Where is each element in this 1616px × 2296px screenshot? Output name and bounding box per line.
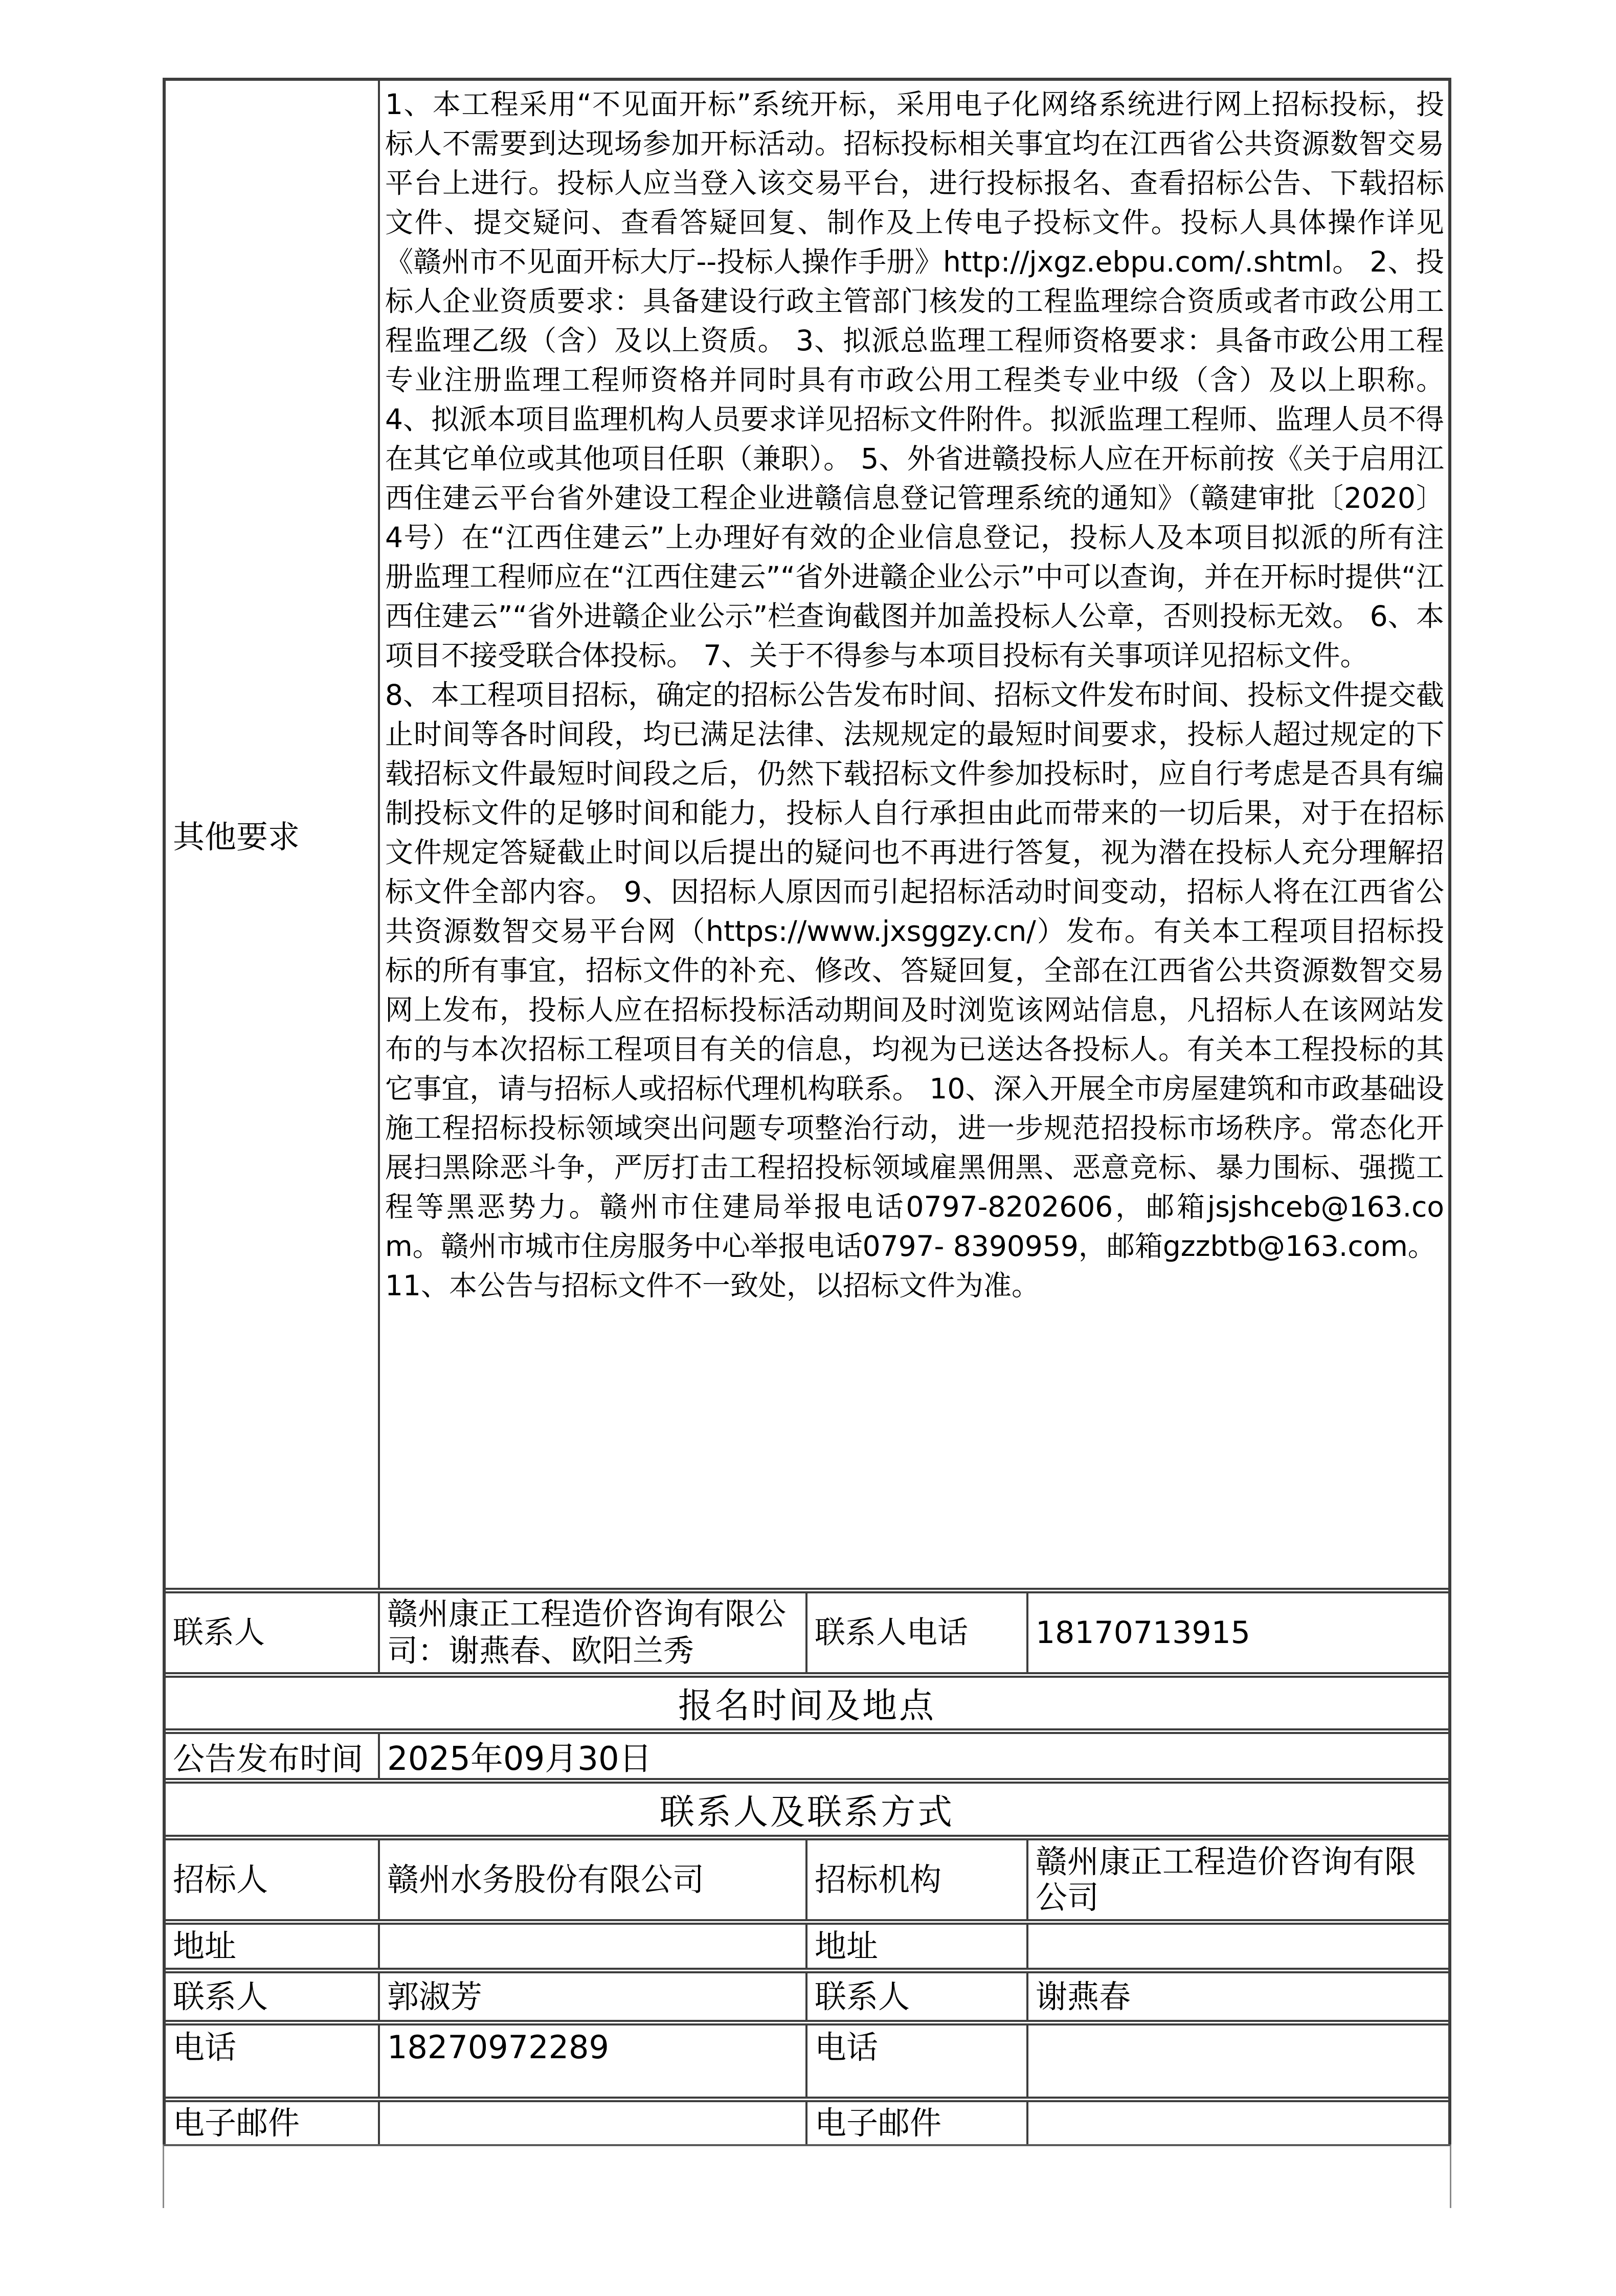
bidder-row [166, 1835, 1448, 1919]
bidder-phone-label: 电话 [173, 2029, 237, 2066]
bidder-address-label: 地址 [173, 1927, 237, 1965]
agency-address-label-cell [805, 1925, 1026, 1968]
bidder-address-label-cell [166, 1925, 378, 1968]
agency-contact2-value-cell [1026, 1973, 1448, 2020]
bidder-label-cell [166, 1840, 378, 1919]
bidder-phone-label-cell [166, 2025, 378, 2097]
contacts-section-title: 联系人及联系方式 [659, 1792, 954, 1833]
address-row [166, 1919, 1448, 1968]
agency-phone2-label-cell [805, 2025, 1026, 2097]
agency-phone2-label: 电话 [815, 2029, 879, 2066]
agency-phone-value-cell [1026, 1593, 1448, 1672]
agency-phone-label-cell [805, 1593, 1026, 1672]
bidder-contact-value: 郭淑芳 [387, 1977, 483, 2015]
signup-section-title: 报名时间及地点 [678, 1686, 936, 1726]
agency-contact-value-cell [378, 1593, 805, 1672]
bidder-contact-label-cell [166, 1973, 378, 2020]
agency-contact2-label: 联系人 [815, 1977, 910, 2015]
agency-phone2-value-cell [1026, 2025, 1448, 2097]
requirements-paragraph-3: 11、本公告与招标文件不一致处，以招标文件为准。 [385, 1269, 1040, 1302]
email-row [166, 2097, 1448, 2144]
other-requirements-label-cell [166, 81, 378, 1588]
agency-email-label: 电子邮件 [815, 2104, 942, 2142]
bidder-phone-value: 18270972289 [387, 2029, 609, 2066]
agency-address-value-cell [1026, 1925, 1448, 1968]
table-continuation-stub [163, 2144, 1451, 2208]
agency-contact-value: 赣州康正工程造价咨询有限公司：谢燕春、欧阳兰秀 [387, 1596, 786, 1669]
bidder-value: 赣州水务股份有限公司 [387, 1861, 705, 1898]
publish-time-row [166, 1728, 1448, 1778]
publish-time-label: 公告发布时间 [173, 1740, 364, 1777]
agency-email-label-cell [805, 2102, 1026, 2144]
signup-section-title-cell [166, 1678, 1448, 1728]
agency-phone-label: 联系人电话 [815, 1615, 968, 1651]
bidder-address-value-cell [378, 1925, 805, 1968]
bidder-email-label: 电子邮件 [173, 2104, 300, 2142]
agency-contact-row [166, 1588, 1448, 1672]
agency-address-label: 地址 [815, 1927, 879, 1965]
tender-notice-table [163, 78, 1451, 2144]
bidder-value-cell [378, 1840, 805, 1919]
agency-value: 赣州康正工程造价咨询有限公司 [1036, 1843, 1417, 1916]
agency-label-cell [805, 1840, 1026, 1919]
agency-phone-value: 18170713915 [1036, 1615, 1250, 1651]
publish-time-value-cell [378, 1734, 1448, 1778]
other-requirements-label: 其他要求 [173, 818, 300, 856]
bidder-email-label-cell [166, 2102, 378, 2144]
other-requirements-row [166, 81, 1448, 1588]
publish-time-value: 2025年09月30日 [387, 1740, 652, 1778]
bidder-contact-label: 联系人 [173, 1977, 268, 2015]
agency-contact-label-cell [166, 1593, 378, 1672]
bidder-phone-value-cell [378, 2025, 805, 2097]
signup-section-header-row [166, 1672, 1448, 1728]
agency-value-cell [1026, 1840, 1448, 1919]
contacts-section-title-cell [166, 1784, 1448, 1835]
bidder-contact-value-cell [378, 1973, 805, 2020]
agency-email-value-cell [1026, 2102, 1448, 2144]
agency-contact2-value: 谢燕春 [1036, 1977, 1131, 2015]
agency-contact2-label-cell [805, 1973, 1026, 2020]
bidder-email-value-cell [378, 2102, 805, 2144]
agency-contact-label: 联系人 [173, 1615, 265, 1651]
bidder-label: 招标人 [173, 1861, 268, 1898]
agency-label: 招标机构 [815, 1861, 942, 1898]
phone-row [166, 2020, 1448, 2097]
other-requirements-text-cell [378, 81, 1448, 1588]
contacts-section-header-row [166, 1778, 1448, 1835]
party-contact-row [166, 1968, 1448, 2020]
requirements-paragraph-1: 1、本工程采用“不见面开标”系统开标，采用电子化网络系统进行网上招标投标，投标人不需要到达现场参加开标活动。招标投标相关事宜均在江西省公共资源数智交易平台上进行。投标人应当登入该交易平台，进行投标报名、查看招标公告、下载招标文件、提交疑问、查看答疑回复、制作及上传电子投标文件。投标人具体操作详见《赣州市不见面开标大厅--投标人操作手册》http://jxgz.ebpu.com/.shtml。 2、投标人企业资质要求：具备建设行政主管部门核发的工程监理综合资质或者市政公用工程监理乙级（含）及以上资质。 3、拟派总监理工程师资格要求：具备市政公用工程专业注册监理工程师资格并同时具有市政公用工程类专业中级（含）及以上职称。 4、拟派本项目监理机构人员要求详见招标文件附件。拟派监理工程师、监理人员不得在其它单位或其他项目任职（兼职）。 5、外省进赣投标人应在开标前按《关于启用江西住建云平台省外建设工程企业进赣信息登记管理系统的通知》（赣建审批〔2020〕4号）在“江西住建云”上办理好有效的企业信息登记，投标人及本项目拟派的所有注册监理工程师应在“江西住建云”“省外进赣企业公示”中可以查询，并在开标时提供“江西住建云”“省外进赣企业公示”栏查询截图并加盖投标人公章，否则投标无效。 6、本项目不接受联合体投标。 7、关于不得参与本项目投标有关事项详见招标文件。 [385, 88, 1444, 672]
publish-time-label-cell [166, 1734, 378, 1778]
requirements-paragraph-2: 8、本工程项目招标，确定的招标公告发布时间、招标文件发布时间、投标文件提交截止时间等各时间段，均已满足法律、法规规定的最短时间要求，投标人超过规定的下载招标文件最短时间段之后，仍然下载招标文件参加投标时，应自行考虑是否具有编制投标文件的足够时间和能力，投标人自行承担由此而带来的一切后果，对于在招标文件规定答疑截止时间以后提出的疑问也不再进行答复，视为潜在投标人充分理解招标文件全部内容。 9、因招标人原因而引起招标活动时间变动，招标人将在江西省公共资源数智交易平台网（https://www.jxsggzy.cn/）发布。有关本工程项目招标投标的所有事宜，招标文件的补充、修改、答疑回复，全部在江西省公共资源数智交易网上发布，投标人应在招标投标活动期间及时浏览该网站信息，凡招标人在该网站发布的与本次招标工程项目有关的信息，均视为已送达各投标人。有关本工程投标的其它事宜，请与招标人或招标代理机构联系。 10、深入开展全市房屋建筑和市政基础设施工程招标投标领域突出问题专项整治行动，进一步规范招投标市场秩序。常态化开展扫黑除恶斗争，严厉打击工程招投标领域雇黑佣黑、恶意竞标、暴力围标、强揽工程等黑恶势力。赣州市住建局举报电话0797-8202606，邮箱jsjshceb@163.com。赣州市城市住房服务中心举报电话0797- 8390959，邮箱gzzbtb@163.com。 [385, 679, 1444, 1263]
